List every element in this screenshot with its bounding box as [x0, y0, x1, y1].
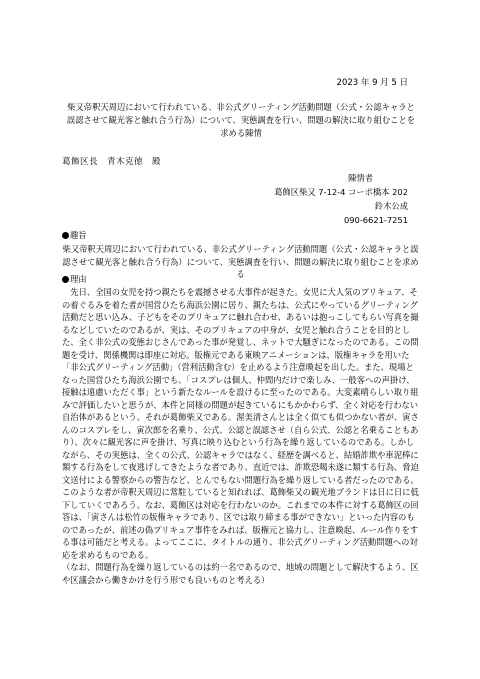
gist-body: 柴又帝釈天周辺において行われている、非公式グリーティング活動問題（公式・公認キャラと誤認させて観光客と触れ合う行為）について、実態調査を行い、問題の解決に取り組むことを求める	[62, 244, 419, 279]
petitioner-label: 陳情者	[348, 173, 373, 183]
reason-heading-text: 理由	[70, 274, 87, 284]
reason-note: （なお、問題行為を繰り返しているのは約一名であるので、地域の問題として解決するよう、区や区議会から働きかけを行う形でも良いものと考える）	[62, 562, 419, 585]
gist-heading-text: 趣旨	[70, 230, 87, 240]
petitioner-phone: 090-6621-7251	[343, 215, 408, 225]
bullet-icon	[62, 276, 69, 283]
reason-heading	[62, 273, 87, 285]
addressee: 葛飾区長 青木克徳 殿	[62, 157, 162, 167]
document-title: 柴又帝釈天周辺において行われている、非公式グリーティング活動問題（公式・公認キャラと誤認させて観光客と触れ合う行為）について、実態調査を行い、問題の解決に取り組むことを求める陳情	[66, 102, 416, 138]
petitioner-name: 鈴木公成	[374, 201, 408, 211]
gist-heading	[62, 229, 87, 241]
reason-body	[62, 286, 420, 586]
bullet-icon	[62, 232, 69, 239]
petitioner-block	[274, 171, 408, 227]
reason-paragraph: 先日、全国の女児を持つ親たちを震撼させる大事件が起きた。女児に大人気のプリキュア、その着ぐるみを着た者が国営ひたち海浜公園に居り、親たちは、公式にやっているグリーティング活動だと思い込み、子どもをそのプリキュアに触れ合わせ、あるいは抱っこしてもらい写真を撮るなどしていたのであるが、実は、そのプリキュアの中身が、女児と触れ合うことを目的とした、全く非公式の変態おじさんであった事が発覚し、ネットで大騒ぎになったのである。この問題を受け、関係機関は即座に対応。版権元である東映アニメーションは、版権キャラを用いた「非公式グリーティング活動」（営利活動含む）を止めるよう注意喚起を出した。また、現場となった国営ひたち海浜公園でも、「コスプレは個人、仲間内だけで楽しみ、一般客への声掛け、接触は遠慮いただく事」という新たなルールを設けるに至ったのである。大変素晴らしい取り組みで評価したいと思うが、本件と同様の問題が起きているにもかかわらず、全く対応を行わない自治体があるという。それが葛飾柴又である。渥美清さんとは全く似ても似つかない者が、寅さんのコスプレをし、寅次郎を名乗り、公式、公認と誤認させ（自ら公式、公認と名乗ることもあり）、次々に観光客に声を掛け、写真に映り込むという行為を繰り返しているのである。しかしながら、その実態は、全くの公式、公認キャラではなく、経歴を調べると、結婚詐欺や車泥棒に類する行為をして夜逃げしてきたような者であり、直近では、詐欺恐喝未遂に類する行為、脅迫文送付による警察からの警告など、とんでもない問題行為を繰り返している者だったのである。このような者が帝釈天周辺に常駐していると知れれば、葛飾柴又の観光地ブランドは日に日に低下していくであろう。なお、葛飾区は対応を行わないのか。これまでの本件に対する葛飾区の回答は、「寅さんは松竹の版権キャラであり、区では取り締まる事ができない」といった内容のものであったが、前述の偽プリキュア事件をみれば、版権元と協力し、注意喚起、ルール作りをする事は可能だと考える。よってここに、タイトルの通り、非公式グリーティング活動問題への対応を求めるものである。	[62, 287, 419, 560]
document-date: 2023 年 9 月 5 日	[336, 78, 408, 88]
petitioner-address: 葛飾区柴又 7-12-4 コーポ橋本 202	[274, 187, 408, 197]
